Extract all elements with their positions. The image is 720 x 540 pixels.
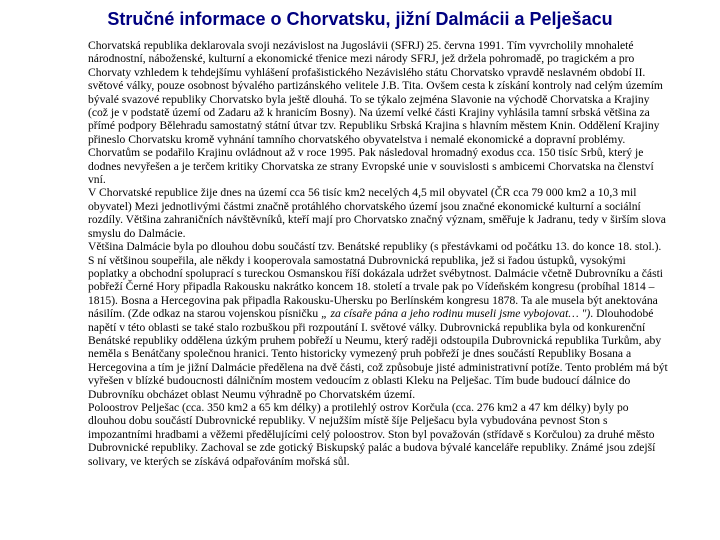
paragraph-dalmatia-history: [88, 240, 668, 401]
paragraph-dalmatia-history-part1: Většina Dalmácie byla po dlouhou dobu součástí tzv. Benátské republiky (s přestávkami od počátku 13. do konce 18. stol.). S ní většinou soupeřila, ale někdy i kooperovala samostatná Dubrovnická republika, jež si řadou ústupků, vysokými poplatky a obchodní spoluprací s tureckou Osmanskou říší dokázala udržet svébytnost. Dalmácie včetně Dubrovníku a části pobřeží Černé Hory připadla Rakousku nakrátko koncem 18. století a trvale pak po Vídeňském kongresu (probíhal 1814 – 1815). Bosna a Hercegovina pak připadla Rakousku-Uhersku po Berlínském kongresu 1878. Ta ale musela být anektována násilím. (Zde odkaz na starou vojenskou písničku: [88, 240, 664, 321]
document-body: [88, 39, 668, 468]
song-quote: „ za císaře pána a jeho rodinu museli jsme vybojovat… "): [321, 307, 591, 321]
paragraph-independence: Chorvatská republika deklarovala svoji nezávislost na Jugoslávii (SFRJ) 25. června 1991. Tím vyvrcholily mnohaleté národnostní, náboženské, kulturní a ekonomické třenice mezi národy SFRJ, jež držela pohromadě, po tragickém a pro Chorvaty vzhledem k tehdejšímu vyhlášení profašistického Nezávislého státu Chorvatsko vpravdě neslavném období II. světové války, pouze osobnost bývalého partizánského velitele J.B. Tita. Ovšem cesta k získání kontroly nad celým územím bývalé svazové republiky Chorvatsko byla ještě dlouhá. To se týkalo zejména Slavonie na východě Chorvatska a Krajiny (což je v podstatě území od Zadaru až k hranicím Bosny). Na území velké části Krajiny vyhlásila tamní srbská většina za přímé podpory Bělehradu samostatný státní útvar tzv. Republiku Srbská Krajina s hlavním městem Knin. Oddělení Krajiny přineslo Chorvatsku kromě vyhnání tamního chorvatského obyvatelstva i nemalé ekonomické a dopravní problémy. Chorvatům se podařilo Krajinu ovládnout až v roce 1995. Pak následoval hromadný exodus cca. 150 tisíc Srbů, který je dodnes nevyřešen a je terčem kritiky Chorvatska ze strany Evropské unie v souvislosti s ambicemi Chorvatska na členství vní.: [88, 39, 663, 187]
paragraph-peljesac: Poloostrov Pelješac (cca. 350 km2 a 65 km délky) a protilehlý ostrov Korčula (cca. 276 km2 a 47 km délky) byly po dlouhou dobu součástí Dubrovnické republiky. V nejužším místě šíje Pelješacu byla vybudována pevnost Ston s impozantními hradbami a věžemi předělujícími celý poloostrov. Ston byl považován (střídavě s Korčulou) za druhé město Dubrovnické republiky. Zachoval se zde gotický Biskupský palác a budova bývalé kanceláře republiky. Známé jsou zdejší solivary, ve kterých se získává odpařováním mořská sůl.: [88, 400, 656, 468]
page-title: Stručné informace o Chorvatsku, jižní Dalmácii a Pelješacu: [107, 9, 613, 29]
paragraph-dalmatia-history-part2: . Dlouhodobé napětí v této oblasti se také stalo rozbuškou při rozpoutání I. světové války. Dubrovnická republika byla od konkurenční Benátské republiky oddělena úzkým pruhem pobřeží u Neumu, který raději odstoupila Dubrovnická republika Turkům, aby neměla s Benátčany společnou hranici. Tento historicky vymezený pruh pobřeží je dnes součástí Republiky Bosana a Hercegovina a tím je jižní Dalmácie předělena na dvě části, což způsobuje jisté administrativní potíže. Tento problém má být vyřešen v blízké budoucnosti dálničním mostem vedoucím z oblasti Kleku na Pelješac. Tím bude budoucí dálnice do Dubrovníku obcházet oblast Neumu výhradně po Chorvatském území.: [88, 307, 668, 401]
paragraph-population: V Chorvatské republice žije dnes na území cca 56 tisíc km2 necelých 4,5 mil obyvatel (ČR cca 79 000 km2 a 10,3 mil obyvatel) Mezi jednotlivými částmi značně protáhlého chorvatského území jsou značné ekonomické kulturní a sociální rozdíly. Většina zahraničních návštěvníků, kteří mají pro Chorvatsko značný význam, směřuje k Jadranu, tedy v širším slova smyslu do Dalmácie.: [88, 186, 666, 240]
